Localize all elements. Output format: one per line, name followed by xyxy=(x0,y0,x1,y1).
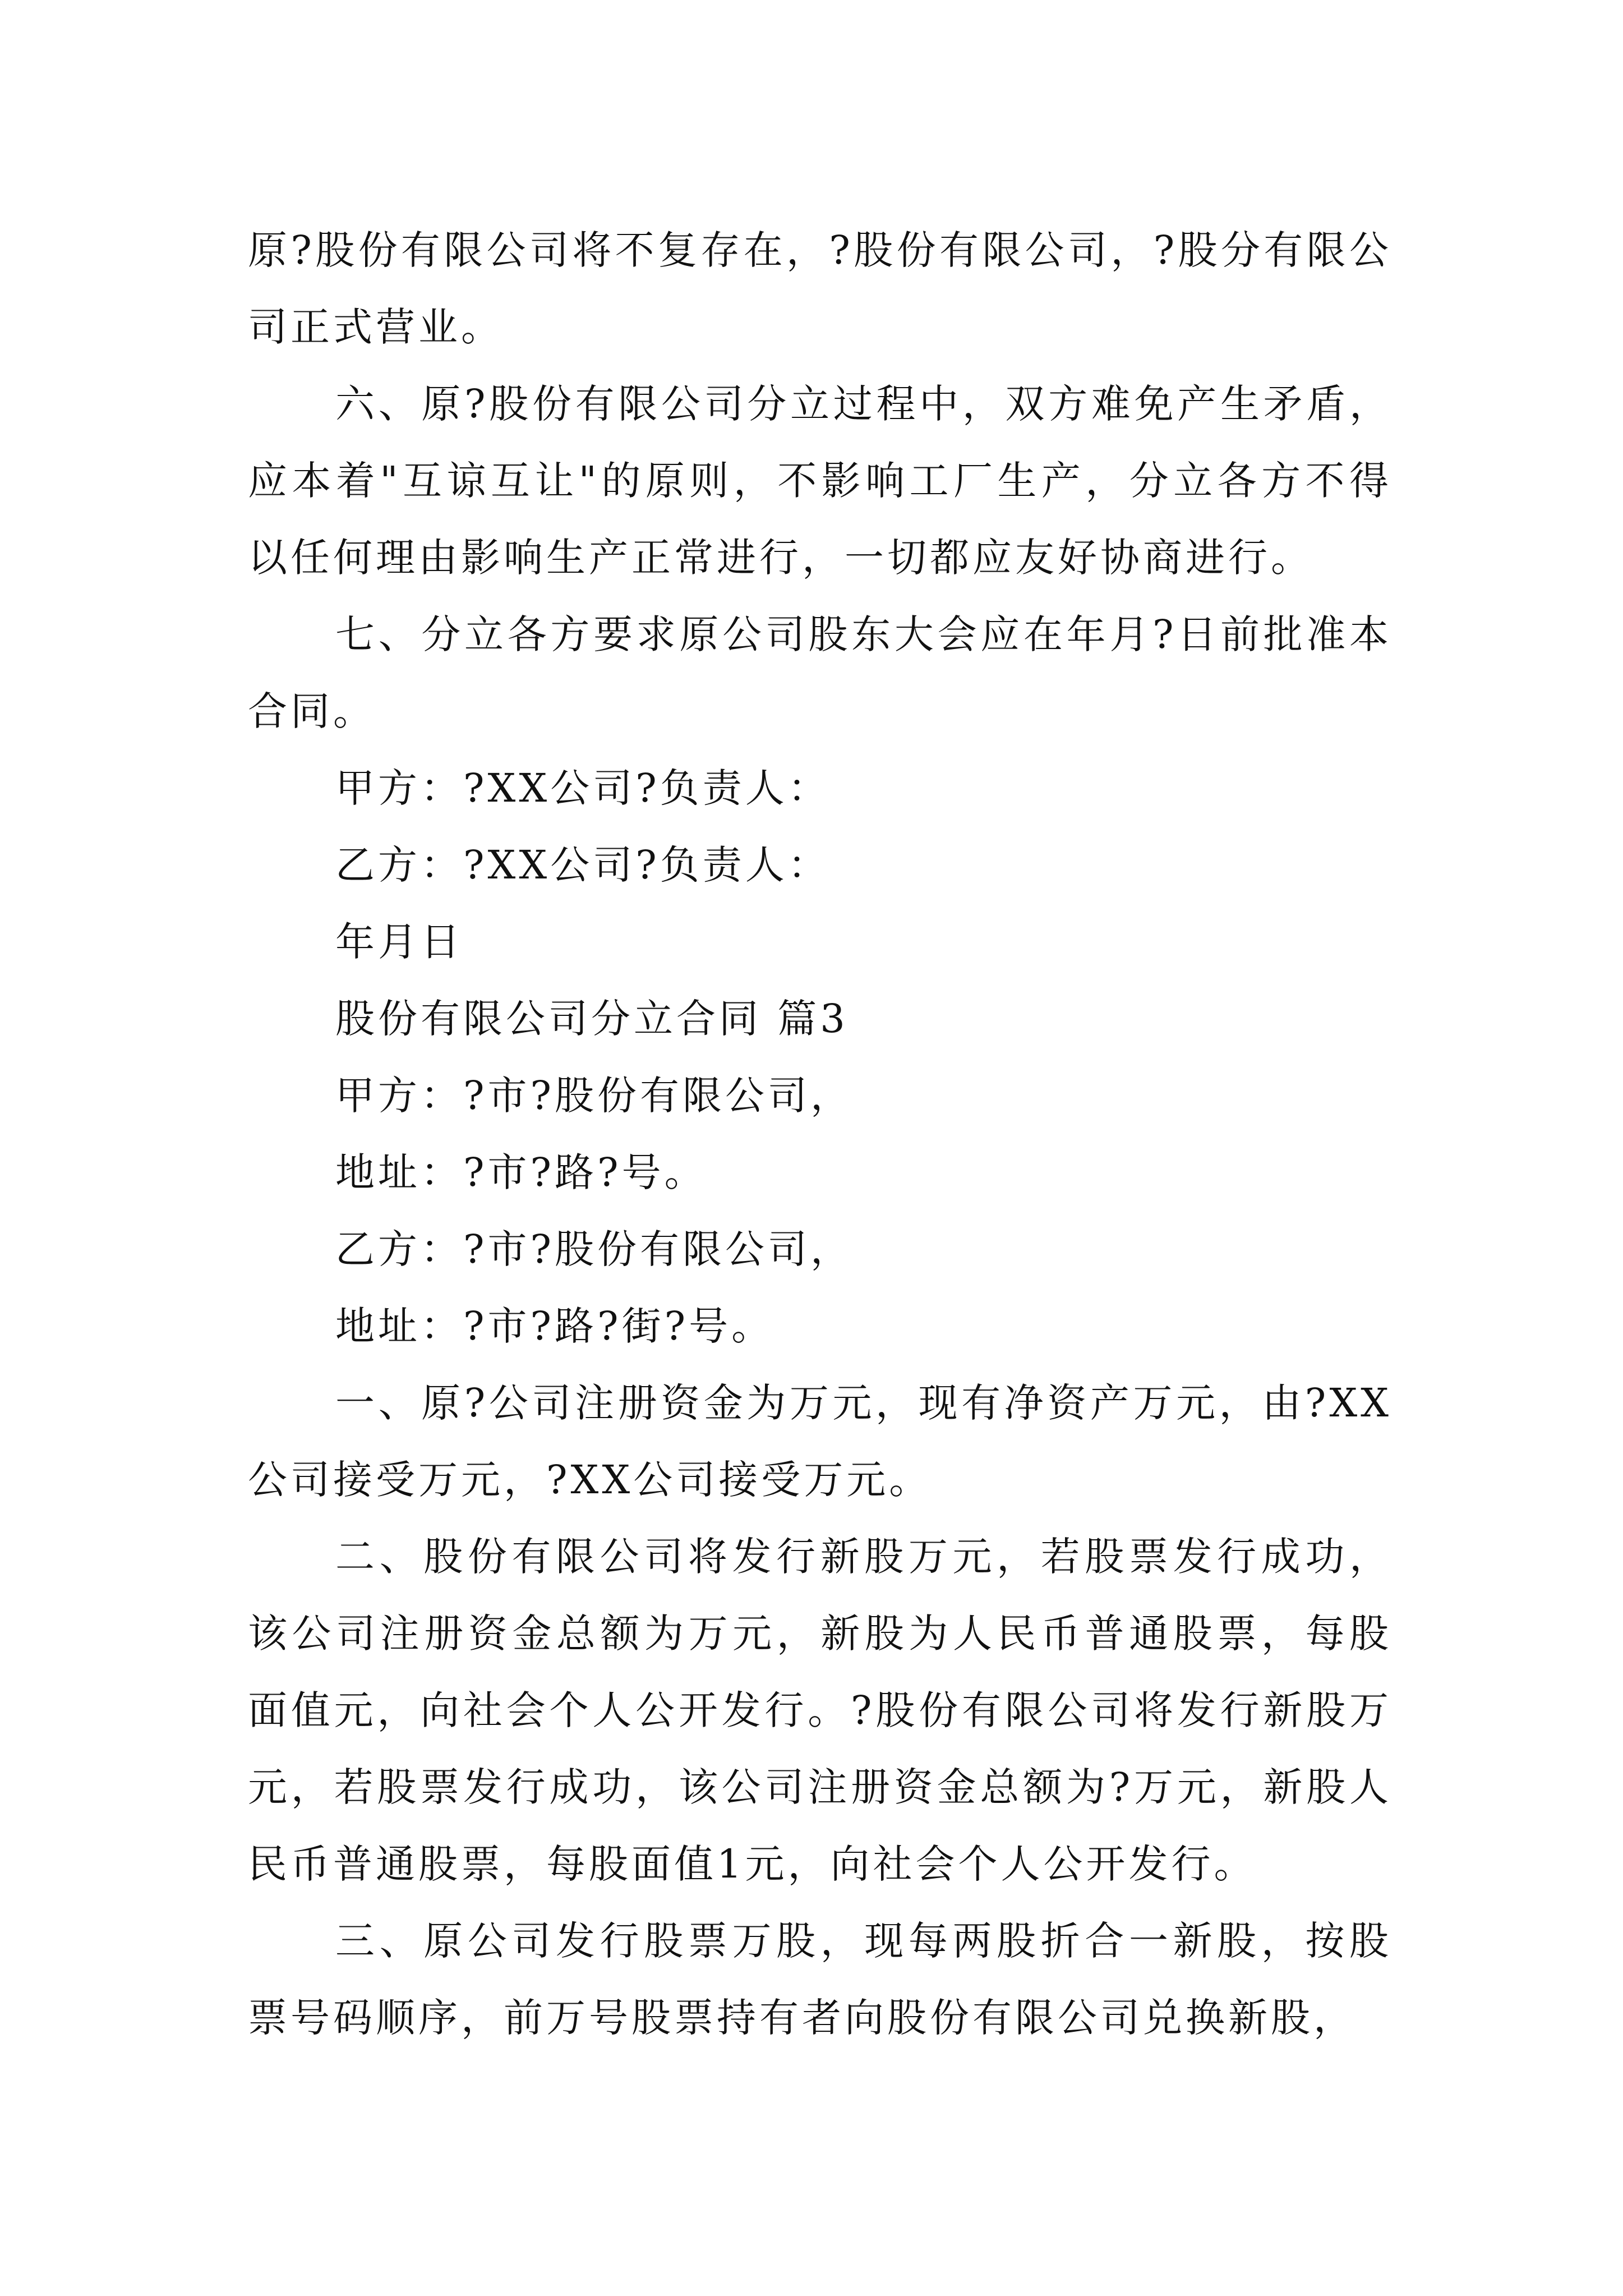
paragraph: 原?股份有限公司将不复存在，?股份有限公司，?股分有限公司正式营业。 xyxy=(248,227,1392,350)
paragraph: 地址：?市?路?街?号。 xyxy=(335,1303,774,1349)
paragraph: 地址：?市?路?号。 xyxy=(335,1149,707,1195)
paragraph: 乙方：?市?股份有限公司， xyxy=(335,1226,854,1272)
paragraph: 六、原?股份有限公司分立过程中，双方难免产生矛盾，应本着"互谅互让"的原则，不影响工厂生产，分立各方不得以任何理由影响生产正常进行，一切都应友好协商进行。 xyxy=(248,381,1392,581)
paragraph: 三、原公司发行股票万股，现每两股折合一新股，按股票号码顺序，前万号股票持有者向股份有限公司兑换新股， xyxy=(248,1918,1392,2041)
paragraph: 年月日 xyxy=(335,919,463,965)
paragraph: 二、股份有限公司将发行新股万元，若股票发行成功，该公司注册资金总额为万元，新股为人民币普通股票，每股面值元，向社会个人公开发行。?股份有限公司将发行新股万元，若股票发行成功，该公司注册资金总额为?万元，新股人民币普通股票，每股面值1元，向社会个人公开发行。 xyxy=(248,1534,1392,1887)
paragraph: 乙方：?XX公司?负责人： xyxy=(335,842,831,888)
paragraph: 甲方：?XX公司?负责人： xyxy=(335,765,831,811)
section-heading: 股份有限公司分立合同 篇3 xyxy=(335,996,849,1042)
paragraph: 甲方：?市?股份有限公司， xyxy=(335,1073,854,1119)
document-body xyxy=(248,212,1392,2056)
paragraph: 七、分立各方要求原公司股东大会应在年月?日前批准本合同。 xyxy=(248,611,1392,734)
paragraph: 一、原?公司注册资金为万元，现有净资产万元，由?XX公司接受万元，?XX公司接受万元。 xyxy=(248,1380,1392,1503)
